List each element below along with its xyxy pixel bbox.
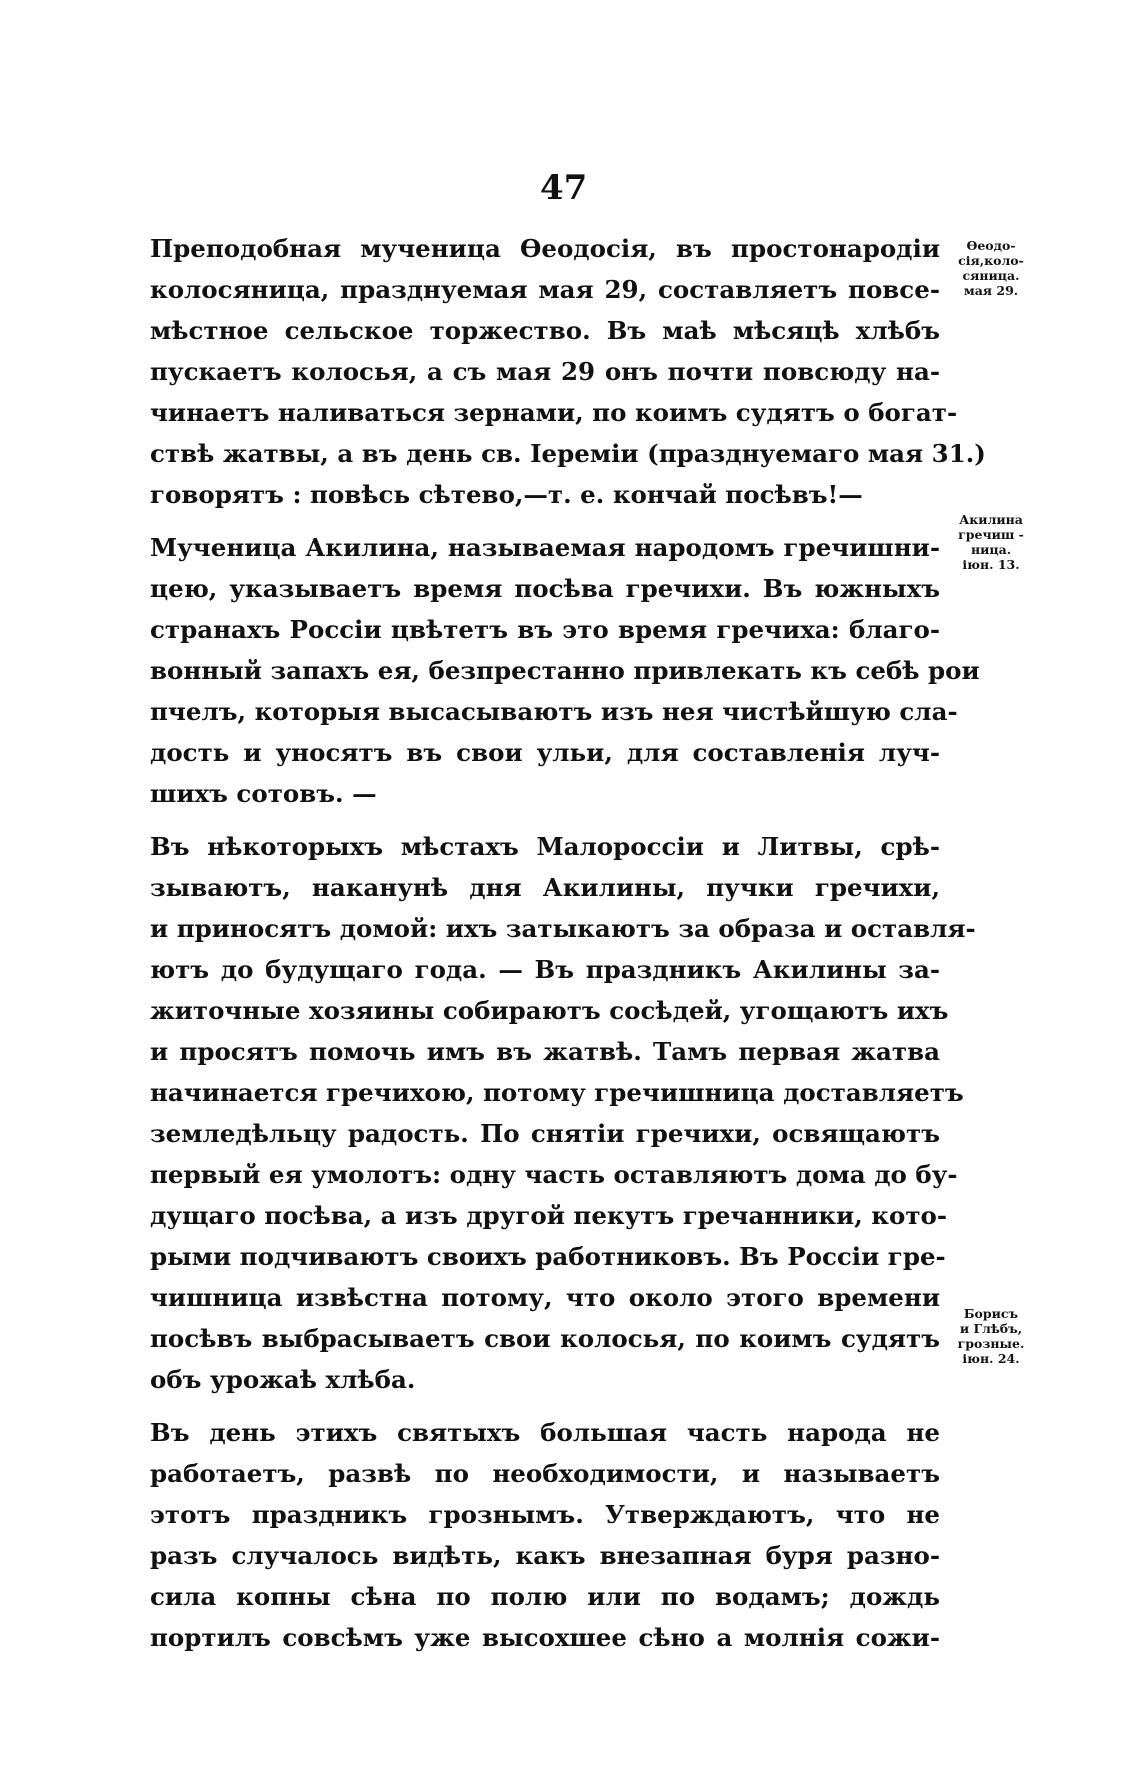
- text-line: работаетъ, развѣ по необходимости, и называетъ: [150, 1459, 940, 1488]
- text-line: сила копны сѣна по полю или по водамъ; дождь: [150, 1582, 940, 1611]
- margin-note-line: и Глѣбъ,: [959, 1321, 1023, 1336]
- text-line: разъ случалось видѣть, какъ внезапная буря разно-: [150, 1541, 940, 1570]
- text-line: вонный запахъ ея, безпрестанно привлекать къ себѣ рои: [150, 656, 980, 685]
- text-line: шихъ сотовъ. —: [150, 779, 377, 808]
- text-line: Въ день этихъ святыхъ большая часть народа не: [150, 1418, 940, 1447]
- text-line: цею, указываетъ время посѣва гречихи. Въ южныхъ: [150, 574, 940, 603]
- text-line: зываютъ, наканунѣ дня Акилины, пучки гречихи,: [150, 873, 940, 902]
- text-line: земледѣльцу радость. По снятіи гречихи, освящаютъ: [150, 1119, 940, 1148]
- margin-note-line: Борисъ: [963, 1306, 1019, 1321]
- paragraph-feodosia: [150, 228, 986, 515]
- margin-note-line: іюн. 24.: [962, 1351, 1020, 1366]
- margin-note-line: сяница.: [962, 268, 1020, 283]
- margin-note-line: сія,коло-: [958, 253, 1024, 268]
- margin-note-line: мая 29.: [963, 283, 1019, 298]
- text-line: чишница извѣстна потому, что около этого времени: [150, 1283, 940, 1312]
- margin-note-line: Акилина: [959, 512, 1023, 527]
- text-line: портилъ совсѣмъ уже высохшее сѣно а молнія сожи-: [150, 1623, 940, 1652]
- text-line: странахъ Россіи цвѣтетъ въ это время гречиха: благо-: [150, 615, 940, 644]
- text-line: Мученица Акилина, называемая народомъ гречишни-: [150, 533, 940, 562]
- text-line: ствѣ жатвы, а въ день св. Іереміи (празднуемаго мая 31.): [150, 439, 986, 468]
- margin-note-boris-gleb: [946, 1306, 1036, 1366]
- text-line: этотъ праздникъ грознымъ. Утверждаютъ, что не: [150, 1500, 940, 1529]
- text-line: первый ея умолотъ: одну часть оставляютъ дома до бу-: [150, 1160, 958, 1189]
- margin-note-line: грозные.: [957, 1336, 1025, 1351]
- margin-note-line: гречиш -: [958, 527, 1024, 542]
- text-line: объ урожаѣ хлѣба.: [150, 1365, 416, 1394]
- paragraph-boris-gleb: [150, 1412, 940, 1658]
- paragraph-malorossia: [150, 826, 976, 1400]
- body-text: [150, 228, 986, 1670]
- margin-note-feodosia: [946, 238, 1036, 298]
- text-line: Преподобная мученица Өеодосія, въ простонародіи: [150, 234, 940, 263]
- text-line: ютъ до будущаго года. — Въ праздникъ Акилины за-: [150, 955, 940, 984]
- text-line: начинается гречихою, потому гречишница доставляетъ: [150, 1078, 964, 1107]
- text-line: житочные хозяины собираютъ сосѣдей, угощаютъ ихъ: [150, 996, 949, 1025]
- text-line: дущаго посѣва, а изъ другой пекутъ гречанники, кото-: [150, 1201, 948, 1230]
- text-line: и приносятъ домой: ихъ затыкаютъ за образа и оставля-: [150, 914, 976, 943]
- margin-note-akilina: [946, 512, 1036, 572]
- text-line: говорятъ : повѣсь сѣтево,—т. е. кончай посѣвъ!—: [150, 480, 863, 509]
- text-line: пчелъ, которыя высасываютъ изъ нея чистѣйшую сла-: [150, 697, 958, 726]
- text-line: колосяница, празднуемая мая 29, составляетъ повсе-: [150, 275, 940, 304]
- text-line: и просятъ помочь имъ въ жатвѣ. Тамъ первая жатва: [150, 1037, 940, 1066]
- text-line: посѣвъ выбрасываетъ свои колосья, по коимъ судятъ: [150, 1324, 940, 1353]
- text-line: рыми подчиваютъ своихъ работниковъ. Въ Россіи гре-: [150, 1242, 946, 1271]
- text-line: мѣстное сельское торжество. Въ маѣ мѣсяцѣ хлѣбъ: [150, 316, 940, 345]
- text-line: Въ нѣкоторыхъ мѣстахъ Малороссіи и Литвы, срѣ-: [150, 832, 940, 861]
- page-number: 47: [540, 168, 588, 208]
- margin-note-line: іюн. 13.: [962, 557, 1020, 572]
- margin-note-line: ница.: [970, 542, 1012, 557]
- text-line: пускаетъ колосья, а съ мая 29 онъ почти повсюду на-: [150, 357, 940, 386]
- paragraph-akilina: [150, 527, 980, 814]
- margin-note-line: Өеодо-: [966, 238, 1016, 253]
- text-line: чинаетъ наливаться зернами, по коимъ судятъ о богат-: [150, 398, 958, 427]
- text-line: дость и уносятъ въ свои ульи, для составленія луч-: [150, 738, 940, 767]
